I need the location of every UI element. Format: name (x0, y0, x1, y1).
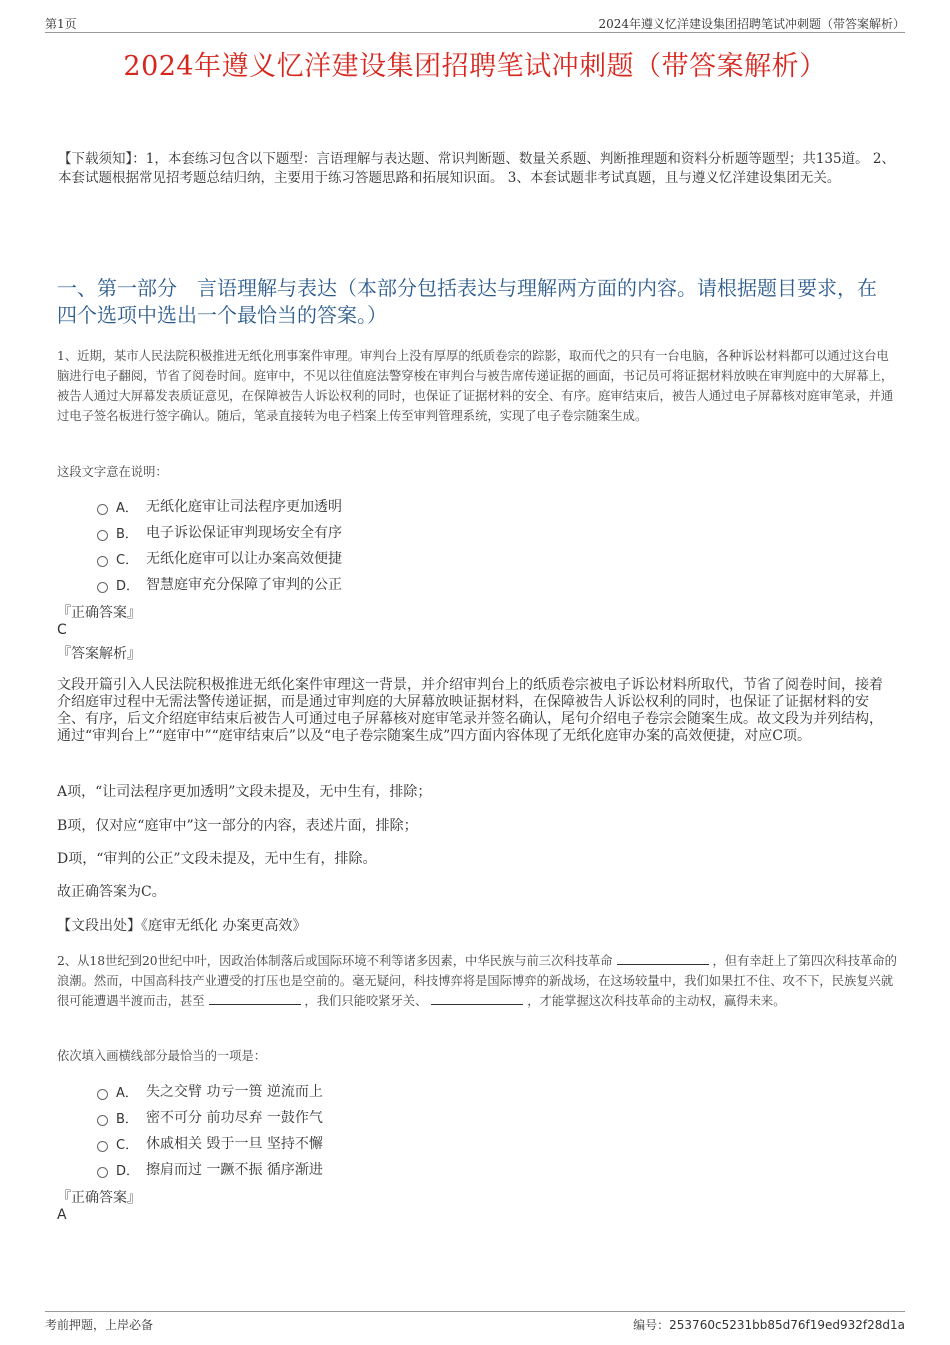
question-1-analysis-label: 『答案解析』 (57, 646, 141, 662)
option-text: 密不可分 前功尽弃 一鼓作气 (146, 1110, 323, 1126)
stem-part: ，但有幸赶上了第四次科技革命的浪潮。然而，中国高科技产业遭受的打压也是空前的。毫无疑问，科技博弈将是国际博弈的新战场，在这场较量中，我们如果扛不住、攻不下，民族复兴就很可能遭遇半渡而击，甚至 (57, 954, 897, 1008)
option-text: 电子诉讼保证审判现场安全有序 (146, 525, 342, 541)
option-text: 无纸化庭审让司法程序更加透明 (146, 499, 342, 515)
question-2-option-b[interactable] (97, 1107, 323, 1127)
question-2-answer-label: 『正确答案』 (57, 1190, 141, 1206)
document-title: 2024年遵义忆洋建设集团招聘笔试冲刺题（带答案解析） (123, 51, 827, 82)
question-1-analysis-b: B项，仅对应“庭审中”这一部分的内容，表述片面，排除； (57, 818, 418, 834)
question-1-analysis-d: D项，“审判的公正”文段未提及，无中生有，排除。 (57, 851, 377, 867)
option-letter: B． (116, 526, 138, 542)
option-letter: B． (116, 1111, 138, 1127)
question-2-option-a[interactable] (97, 1081, 323, 1101)
question-1-analysis: 文段开篇引入人民法院积极推进无纸化案件审理这一背景，并介绍审判台上的纸质卷宗被电子诉讼材料所取代，节省了阅卷时间，接着介绍庭审过程中无需法警传递证据，而是通过审判庭的大屏幕放映证据材料，在保障被告人诉讼权利的同时，也保证了证据材料的安全、有序，后文介绍庭审结束后被告人可通过电子屏幕核对庭审笔录并签名确认，尾句介绍电子卷宗会随案生成。故文段为并列结构，通过“审判台上”“庭审中”“庭审结束后”以及“电子卷宗随案生成”四方面内容体现了无纸化庭审办案的高效便捷，对应C项。 (57, 677, 883, 744)
option-letter: A． (116, 1085, 138, 1101)
page-number: 第1页 (45, 17, 77, 31)
footer-slogan: 考前押题，上岸必备 (45, 1318, 154, 1332)
question-2-answer: A (57, 1207, 67, 1223)
page-footer (45, 1311, 905, 1334)
radio-icon[interactable] (97, 504, 108, 515)
code-label: 编号： (633, 1318, 670, 1332)
radio-icon[interactable] (97, 1115, 108, 1126)
stem-part: 2、从18世纪到20世纪中叶，因政治体制落后或国际环境不利等诸多因素，中华民族与前三次科技革命 (57, 954, 613, 968)
option-letter: C． (116, 1137, 139, 1153)
question-2-option-d[interactable] (97, 1159, 323, 1179)
question-2-stem (57, 951, 898, 1011)
question-1-answer: C (57, 622, 67, 638)
radio-icon[interactable] (97, 1167, 108, 1178)
question-2-option-c[interactable] (97, 1133, 323, 1153)
question-1-stem: 1、近期，某市人民法院积极推进无纸化刑事案件审理。审判台上没有厚厚的纸质卷宗的踪影，取而代之的只有一台电脑，各种诉讼材料都可以通过这台电脑进行电子翻阅，节省了阅卷时间。庭审中，不见以往值庭法警穿梭在审判台与被告席传递证据的画面，书记员可将证据材料放映在审判庭中的大屏幕上，被告人通过大屏幕发表质证意见，在保障被告人诉讼权利的同时，也保证了证据材料的安全、有序。庭审结束后，被告人通过电子屏幕核对庭审笔录，并通过电子签名板进行签字确认。随后，笔录直接转为电子档案上传至审判管理系统，实现了电子卷宗随案生成。 (57, 349, 894, 423)
option-letter: D． (116, 578, 140, 594)
option-letter: C． (116, 552, 139, 568)
question-1-source: 【文段出处】《庭审无纸化 办案更高效》 (57, 918, 307, 934)
option-text: 无纸化庭审可以让办案高效便捷 (146, 551, 342, 567)
radio-icon[interactable] (97, 530, 108, 541)
fill-blank-3[interactable] (431, 992, 523, 1005)
option-text: 失之交臂 功亏一篑 逆流而上 (146, 1084, 323, 1100)
radio-icon[interactable] (97, 582, 108, 593)
option-text: 智慧庭审充分保障了审判的公正 (146, 577, 342, 593)
header-doc-title: 2024年遵义忆洋建设集团招聘笔试冲刺题（带答案解析） (598, 17, 905, 31)
radio-icon[interactable] (97, 1089, 108, 1100)
radio-icon[interactable] (97, 556, 108, 567)
option-text: 擦肩而过 一蹶不振 循序渐进 (146, 1162, 323, 1178)
fill-blank-1[interactable] (617, 952, 709, 965)
option-letter: A． (116, 500, 138, 516)
section-title: 一、第一部分 言语理解与表达（本部分包括表达与理解两方面的内容。请根据题目要求，在四个选项中选出一个最恰当的答案。） (57, 276, 877, 327)
question-1-option-b[interactable] (97, 522, 342, 542)
code-value: 253760c5231bb85d76f19ed932f28d1a (669, 1318, 905, 1332)
stem-part: ，我们只能咬紧牙关、 (304, 994, 428, 1008)
question-1-prompt: 这段文字意在说明： (57, 465, 168, 479)
fill-blank-2[interactable] (209, 992, 301, 1005)
option-text: 休戚相关 毁于一旦 坚持不懈 (146, 1136, 323, 1152)
stem-part: ，才能掌握这次科技革命的主动权，赢得未来。 (527, 994, 786, 1008)
question-1-option-d[interactable] (97, 574, 342, 594)
download-notice: 【下载须知】：1，本套练习包含以下题型：言语理解与表达题、常识判断题、数量关系题、判断推理题和资料分析题等题型；共135道。 2、本套试题根据常见招考题总结归纳，主要用于练习答题思路和拓展知识面。 3、本套试题非考试真题，且与遵义忆洋建设集团无关。 (58, 151, 895, 186)
radio-icon[interactable] (97, 1141, 108, 1152)
question-1-conclusion: 故正确答案为C。 (57, 884, 166, 900)
page-header (45, 12, 905, 33)
footer-code (633, 1316, 905, 1333)
question-1-option-c[interactable] (97, 548, 342, 568)
question-2-prompt: 依次填入画横线部分最恰当的一项是： (57, 1049, 267, 1063)
option-letter: D． (116, 1163, 140, 1179)
question-1-option-a[interactable] (97, 496, 342, 516)
question-1-answer-label: 『正确答案』 (57, 605, 141, 621)
question-1-analysis-a: A项，“让司法程序更加透明”文段未提及，无中生有，排除； (57, 784, 432, 800)
